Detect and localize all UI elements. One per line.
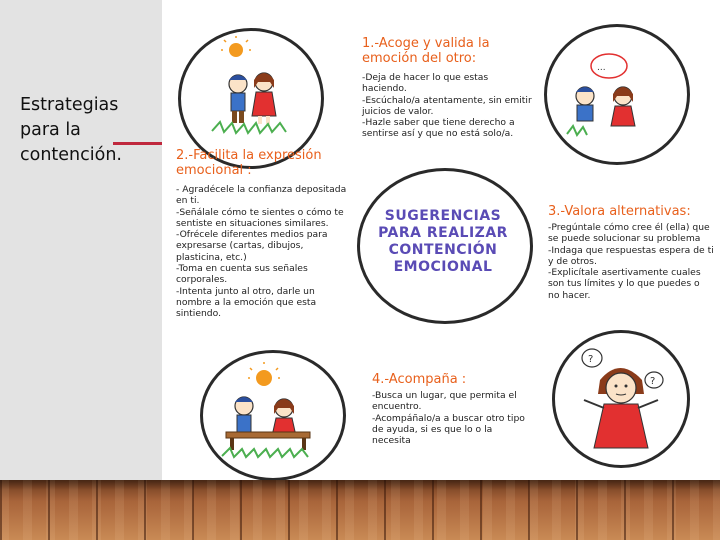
section-4-heading: 4.-Acompaña : <box>372 372 467 387</box>
illustration-kids-listening <box>192 36 307 146</box>
section-2-heading: 2.-Facilita la expresión emocional : <box>176 148 322 178</box>
svg-text:?: ? <box>588 354 594 365</box>
infographic <box>162 0 720 480</box>
illustration-kids-talking <box>557 34 672 144</box>
section-2-body: - Agradécele la confianza depositada en ti. -Señálale cómo te sientes o cómo te sentiste en situaciones similares. -Ofrécele diferentes medios para expresarse (cartas, dibujos, plasticina, etc.) -Toma en cuenta sus señales corporales. -Intenta junto al otro, darle un nombre a la emoción que esta sintiendo. <box>176 184 347 320</box>
section-3-body: -Pregúntale cómo cree él (ella) que se puede solucionar su problema -Indaga que respuestas espera de ti y de otros. -Explicítale asertivamente cuales son tus límites y lo que puedes o no hacer. <box>548 222 714 301</box>
floor-shadow <box>0 480 720 490</box>
section-3-heading: 3.-Valora alternativas: <box>548 204 691 219</box>
section-1-body: -Deja de hacer lo que estas haciendo. -Escúchalo/a atentamente, sin emitir juicios de valor. -Hazle saber que tiene derecho a sentirse así y que no está solo/a. <box>362 72 532 140</box>
illustration-girl-thinking <box>562 338 677 453</box>
section-1-heading: 1.-Acoge y valida la emoción del otro: <box>362 36 490 66</box>
center-title: SUGERENCIAS PARA REALIZAR CONTENCIÓN EMOCIONAL <box>378 208 508 275</box>
section-4-body: -Busca un lugar, que permita el encuentro. -Acompáñalo/a a buscar otro tipo de ayuda, si es que lo o la necesita <box>372 390 525 447</box>
title-accent-line <box>113 142 163 145</box>
svg-text:?: ? <box>650 376 656 387</box>
title-panel <box>0 0 162 480</box>
illustration-kids-bench <box>212 360 327 465</box>
svg-text:...: ... <box>597 63 606 73</box>
slide-title: Estrategias para la contención. <box>20 95 122 165</box>
